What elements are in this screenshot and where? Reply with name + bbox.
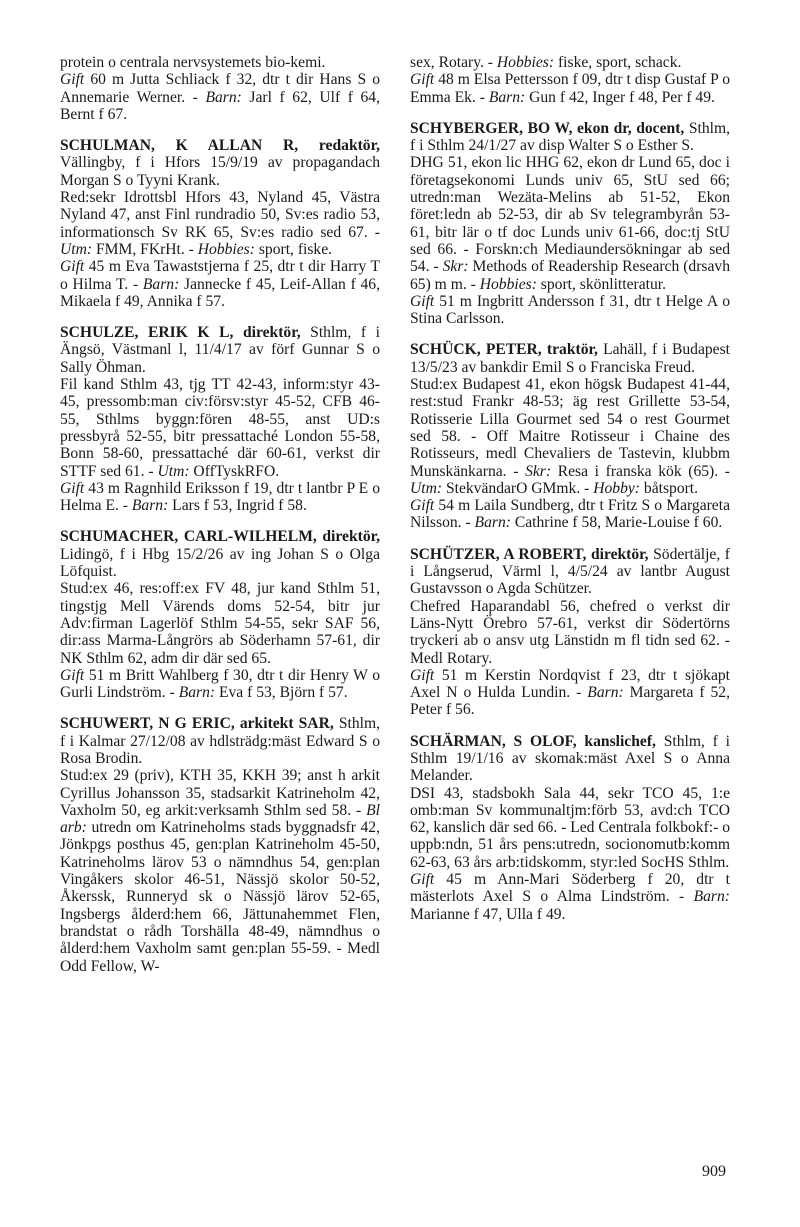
entry-text: Resa i franska kök (65). -: [551, 462, 730, 480]
entry-text: 60 m Jutta Schliack f 32, dtr t dir Hans S o Annemarie Werner. -: [60, 71, 380, 106]
entry-text: Stud:ex Budapest 41, ekon högsk Budapest 41-44, rest:stud Frankr 48-53; äg rest Grillette 53-54, Rotisserie Lilla Gourmet sed 54 o rest Gourmet sed 58. - Off Maitre Rotisseur i Chaine des Rotisseurs, medl Chevaliers de Tastevin, klubbm Munskänkarna. -: [410, 376, 730, 480]
entry-heading: SCHULZE, ERIK K L, direktör,: [60, 324, 301, 342]
entry-cont-right: [410, 54, 730, 106]
entry-paragraph: [60, 54, 380, 71]
entry-text: OffTyskRFO.: [189, 462, 280, 480]
entry-heading: SCHUMACHER, CARL-WILHELM, direktör,: [60, 528, 380, 546]
field-label: Hobby:: [593, 479, 640, 497]
entry-paragraph: [60, 189, 380, 258]
marriage-label: Gift: [410, 871, 435, 889]
page-number: 909: [702, 1163, 726, 1180]
right-column: [410, 54, 730, 937]
field-label: Barn:: [474, 514, 511, 532]
field-label: Barn:: [178, 684, 216, 702]
field-label: Skr:: [442, 258, 469, 276]
entry-text: 43 m Ragnhild Eriksson f 19, dtr t lantbr P E o Helma E. -: [60, 479, 380, 515]
entry-paragraph: [60, 324, 380, 376]
entry-text: Vällingby, f i Hfors 15/9/19 av propagandach Morgan S o Tyyni Krank.: [60, 154, 380, 189]
entry-text: Lidingö, f i Hbg 15/2/26 av ing Johan S o Olga Löfquist.: [60, 545, 380, 581]
marriage-label: Gift: [60, 479, 85, 497]
entry-schuwert: [60, 715, 380, 974]
entry-text: StekvändarO GMmk. -: [442, 479, 594, 497]
field-label: Hobbies:: [496, 54, 555, 71]
entry-text: Gun f 42, Inger f 48, Per f 49.: [525, 88, 715, 106]
field-label: Barn:: [142, 275, 180, 293]
entry-heading: SCHÄRMAN, S OLOF, kanslichef,: [410, 732, 656, 750]
entry-schulze: [60, 324, 380, 514]
entry-text: 45 m Eva Tawaststjerna f 25, dtr t dir Harry T o Hilma T. -: [60, 258, 380, 293]
entry-paragraph: [60, 376, 380, 480]
entry-text: Sthlm, f i Sthlm 24/1/27 av disp Walter S o Esther S.: [410, 119, 731, 155]
entry-text: 45 m Ann-Mari Söderberg f 20, dtr t mästerlots Axel S o Alma Lindström. -: [410, 871, 730, 906]
entry-text: Methods of Readership Research (drsavh 65) m m. -: [410, 258, 731, 293]
entry-paragraph: [410, 293, 730, 328]
entry-scharman: [410, 733, 730, 923]
field-label: Barn:: [693, 888, 730, 906]
entry-schumacher: [60, 528, 380, 701]
field-label: Barn:: [488, 88, 526, 106]
entry-paragraph: [60, 715, 380, 767]
entry-text: båtsport.: [640, 479, 699, 497]
entry-cont-top: [60, 54, 380, 123]
entry-paragraph: [410, 54, 730, 71]
field-label: Barn:: [587, 684, 624, 702]
entry-paragraph: [60, 137, 380, 189]
entry-paragraph: [410, 154, 730, 292]
left-column: [60, 54, 380, 989]
entry-text: Cathrine f 58, Marie-Louise f 60.: [510, 514, 723, 532]
field-label: Utm:: [157, 462, 190, 480]
entry-paragraph: [410, 120, 730, 155]
entry-paragraph: [410, 785, 730, 871]
entry-paragraph: [410, 871, 730, 923]
field-label: Utm:: [60, 240, 93, 258]
entry-text: utredn om Katrineholms stads byggnadsfr 42, Jönkpgs posthus 45, gen:plan Katrineholm 45-50, Katrineholms lärov 53 o nämndhus 54, gen:plan Vingåkers skolor 46-51, Nässjö skolor 50-52, Åkerssk, Runneryd sk o Nässjö lärov 52-65, Ingsbergs ålderd:hem 66, Jättunahemmet Flen, brandstat o rådh Torshälla 48-49, nämndhus o ålderd:hem Vaxholm samt gen:plan 55-59. - Medl Odd Fellow, W-: [60, 819, 380, 975]
field-label: Utm:: [410, 479, 443, 497]
entry-text: sport, fiske.: [254, 240, 333, 258]
field-label: Barn:: [131, 497, 169, 515]
entry-text: FMM, FKrHt. -: [92, 240, 198, 258]
entry-paragraph: [410, 598, 730, 667]
entry-text: Sthlm, f i Kalmar 27/12/08 av hdlsträdg:mäst Edward S o Rosa Brodin.: [60, 715, 380, 767]
marriage-label: Gift: [410, 497, 435, 515]
entry-text: DSI 43, stadsbokh Sala 44, sekr TCO 45, 1:e omb:man Sv kommunaltjm:förb 53, avd:ch TCO 62, kanslich där sed 66. - Led Centrala folkbokf:- o uppb:ndn, 51 års pens:utredn, socionomutb:komm 62-63, 63 års arb:tidskomm, styr:led SocHS Sthlm.: [410, 784, 731, 871]
entry-text: 51 m Kerstin Nordqvist f 23, dtr t sjökapt Axel N o Hulda Lundin. -: [410, 666, 730, 702]
entry-schuck: [410, 341, 730, 531]
entry-paragraph: [410, 376, 730, 497]
entry-paragraph: [60, 71, 380, 123]
entry-paragraph: [410, 497, 730, 532]
entry-heading: SCHUWERT, N G ERIC, arkitekt SAR,: [60, 715, 334, 733]
entry-heading: SCHYBERGER, BO W, ekon dr, docent,: [410, 119, 685, 137]
field-label: Hobbies:: [479, 275, 537, 293]
entry-schutzer: [410, 546, 730, 719]
marriage-label: Gift: [410, 71, 435, 89]
entry-schyberger: [410, 120, 730, 328]
entry-schulman: [60, 137, 380, 310]
entry-paragraph: [410, 733, 730, 785]
entry-text: fiske, sport, schack.: [554, 54, 682, 71]
entry-text: Marianne f 47, Ulla f 49.: [410, 905, 566, 923]
field-label: Bl arb:: [60, 801, 380, 837]
entry-paragraph: [410, 71, 730, 106]
entry-text: Jannecke f 45, Leif-Allan f 46, Mikaela f 49, Annika f 57.: [60, 275, 381, 310]
marriage-label: Gift: [60, 258, 85, 276]
entry-paragraph: [60, 767, 380, 975]
entry-paragraph: [60, 258, 380, 310]
entry-heading: SCHÜTZER, A ROBERT, direktör,: [410, 545, 649, 563]
entry-paragraph: [60, 580, 380, 666]
entry-paragraph: [410, 667, 730, 719]
entry-text: Lars f 53, Ingrid f 58.: [168, 497, 307, 515]
entry-text: sport, skönlitteratur.: [536, 275, 666, 293]
field-label: Skr:: [525, 462, 552, 480]
entry-paragraph: [60, 480, 380, 515]
marriage-label: Gift: [410, 666, 435, 684]
entry-text: protein o centrala nervsystemets bio-kemi.: [60, 54, 326, 71]
field-label: Hobbies:: [197, 240, 255, 258]
entry-text: Margareta f 52, Peter f 56.: [410, 684, 730, 719]
entry-heading: SCHÜCK, PETER, traktör,: [410, 341, 598, 359]
entry-text: sex, Rotary. -: [410, 54, 497, 71]
entry-text: Red:sekr Idrottsbl Hfors 43, Nyland 45, Västra Nyland 47, anst Finl rundradio 50, Sv:es radio 53, informationsch Sv RK 65, Sv:es radio sed 67. -: [60, 189, 380, 241]
marriage-label: Gift: [60, 666, 85, 684]
entry-text: 54 m Laila Sundberg, dtr t Fritz S o Margareta Nilsson. -: [410, 497, 730, 532]
entry-paragraph: [410, 341, 730, 376]
entry-paragraph: [410, 546, 730, 598]
field-label: Barn:: [205, 88, 242, 106]
marriage-label: Gift: [410, 292, 435, 310]
entry-text: Stud:ex 29 (priv), KTH 35, KKH 39; anst h arkit Cyrillus Johansson 35, stadsarkit Katrineholm 42, Vaxholm 50, eg arkit:verksamh Sthlm sed 58. -: [60, 767, 380, 819]
marriage-label: Gift: [60, 71, 85, 89]
entry-text: Sthlm, f i Ängsö, Västmanl l, 11/4/17 av förf Gunnar S o Sally Öhman.: [60, 324, 380, 376]
entry-text: Stud:ex 46, res:off:ex FV 48, jur kand Sthlm 51, tingstjg Mell Värends doms 52-54, bitr jur Adv:firman Lagerlöf Sthlm 54-55, sekr SAF 56, dir:ass Marma-Långrörs ab Söderhamn 57-61, dir NK Sthlm 62, adm dir där sed 65.: [60, 580, 380, 667]
entry-heading: SCHULMAN, K ALLAN R, redaktör,: [60, 137, 380, 155]
entry-text: 51 m Britt Wahlberg f 30, dtr t dir Henry W o Gurli Lindström. -: [60, 666, 380, 702]
entry-text: Eva f 53, Björn f 57.: [215, 684, 348, 702]
entry-text: Sthlm, f i Sthlm 19/1/16 av skomak:mäst Axel S o Anna Melander.: [410, 732, 730, 785]
entry-paragraph: [60, 528, 380, 580]
entry-text: Fil kand Sthlm 43, tjg TT 42-43, inform:styr 43-45, pressomb:man civ:försv:styr 45-52, CFB 46-55, Sthlms byggn:fören 48-55, anst UD:s pressbyrå 52-55, bitr pressattaché London 55-58, Bonn 58-60, pressattaché där 60-61, verkst dir STTF sed 61. -: [60, 376, 380, 480]
entry-text: 51 m Ingbritt Andersson f 31, dtr t Helge A o Stina Carlsson.: [410, 292, 730, 328]
entry-text: 48 m Elsa Pettersson f 09, dtr t disp Gustaf P o Emma Ek. -: [410, 71, 730, 106]
entry-text: DHG 51, ekon lic HHG 62, ekon dr Lund 65, doc i företagsekonomi Lunds univ 65, StU sed 66; utredn:man Wezäta-Melins ab 51-52, Ekon föret:ledn ab 52-53, dir ab Sv telegrambyrån 53-61, bitr lär o tf doc Lunds univ 61-66, doc:tj StU sed 66. - Forskn:ch Mediaundersökningar ab sed 54. -: [410, 154, 730, 276]
entry-text: Lahäll, f i Budapest 13/5/23 av bankdir Emil S o Franciska Freud.: [410, 341, 730, 376]
entry-text: Chefred Haparandabl 56, chefred o verkst dir Läns-Nytt Örebro 57-61, verkst dir Södertörns tryckeri ab o ansv utg Länstidn m fl tidn sed 62. - Medl Rotary.: [410, 597, 730, 667]
entry-text: Södertälje, f i Långserud, Värml l, 4/5/24 av lantbr August Gustavsson o Agda Schützer.: [410, 545, 730, 598]
entry-text: Jarl f 62, Ulf f 64, Bernt f 67.: [60, 88, 380, 123]
entry-paragraph: [60, 667, 380, 702]
